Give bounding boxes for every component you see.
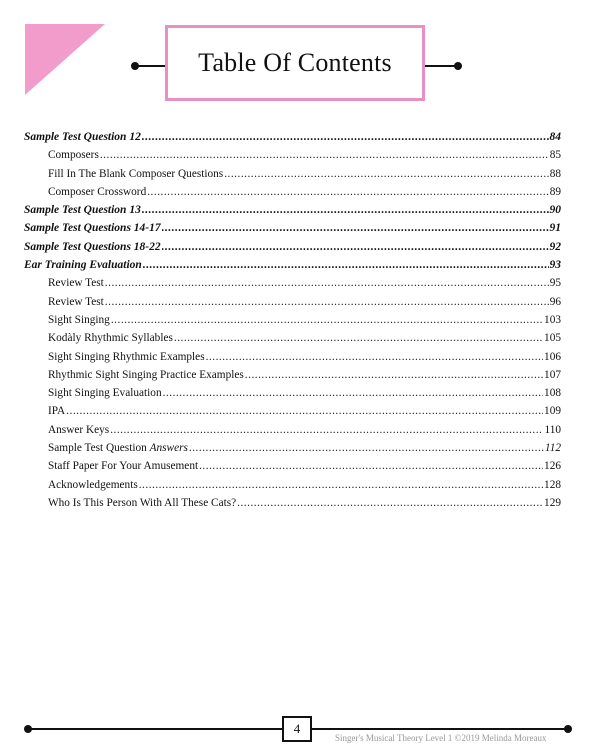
toc-entry-label-text: Sight Singing Evaluation [48, 387, 162, 400]
toc-entry-page: 93 [549, 259, 561, 272]
title-box [165, 25, 425, 101]
dot-leader [237, 494, 543, 512]
toc-entry-page: 95 [549, 277, 561, 290]
toc-entry[interactable] [24, 439, 561, 457]
toc-entry[interactable] [24, 366, 561, 384]
toc-entry-page: 107 [544, 368, 561, 381]
toc-entry-page: 84 [549, 131, 561, 143]
toc-entry-label [24, 128, 141, 146]
toc-entry[interactable] [24, 384, 561, 402]
toc-entry-label [48, 311, 110, 329]
dot-leader [110, 421, 543, 439]
toc-entry-label [48, 183, 146, 201]
toc-entry-label-text: Rhythmic Sight Singing Practice Examples [48, 368, 244, 381]
toc-entry-label [48, 402, 65, 420]
toc-entry-label [48, 457, 198, 475]
dot-leader [66, 402, 543, 420]
toc-entry[interactable] [24, 329, 561, 347]
toc-entry-label [48, 366, 244, 384]
toc-entry-page: 89 [549, 185, 561, 198]
toc-entry-label [24, 238, 161, 256]
title-line-left [135, 65, 165, 67]
toc-entry-label [24, 201, 141, 219]
toc-entry-label [48, 146, 99, 164]
dot-leader [100, 146, 549, 164]
page-title: Table Of Contents [198, 48, 392, 77]
toc-entry-label [24, 256, 142, 274]
dot-leader [199, 457, 543, 475]
toc-entry-label [48, 384, 162, 402]
toc-entry-page: 92 [549, 240, 561, 253]
toc-entry-page: 88 [549, 167, 561, 180]
dot-leader [142, 201, 549, 219]
toc-entry-label-text: Kodàly Rhythmic Syllables [48, 332, 173, 345]
toc-entry-label-text: Sample Test Questions 14-17 [24, 222, 161, 235]
toc-entry[interactable] [24, 457, 561, 475]
toc-entry-page: 128 [544, 478, 561, 491]
dot-leader [105, 293, 549, 311]
dot-leader [224, 165, 549, 183]
toc-entry-page: 103 [544, 313, 561, 326]
toc-entry-label [48, 293, 104, 311]
toc-entry-label-text: Sample Test Question 12 [24, 131, 141, 143]
dot-leader [163, 384, 543, 402]
toc-entry[interactable] [24, 402, 561, 420]
toc-entry-page: 129 [544, 496, 561, 509]
toc-entry[interactable] [24, 311, 561, 329]
toc-entry-page: 85 [549, 149, 561, 162]
page-number: 4 [293, 721, 301, 736]
toc-entry[interactable] [24, 421, 561, 439]
toc-entry-page: 110 [544, 423, 561, 436]
toc-entry-label-text: Answer Keys [48, 423, 110, 436]
page-number-box [282, 716, 312, 742]
toc-entry-label [48, 494, 236, 512]
toc-entry-label [48, 165, 223, 183]
toc-entry-label [48, 329, 173, 347]
dot-leader [245, 366, 543, 384]
toc-entry-page: 91 [549, 222, 561, 235]
dot-leader [143, 256, 549, 274]
toc-entry-label-text: Sight Singing [48, 313, 110, 326]
toc-entry-label [48, 439, 188, 457]
dot-leader [206, 348, 543, 366]
dot-leader [174, 329, 543, 347]
title-line-left-dot [131, 62, 139, 70]
toc-entry-page: 126 [544, 460, 561, 473]
toc-entry-label-text: Staff Paper For Your Amusement [48, 460, 199, 473]
dot-leader [147, 183, 548, 201]
toc-entry[interactable] [24, 238, 561, 256]
toc-entry-label [48, 476, 138, 494]
toc-entry[interactable] [24, 219, 561, 237]
toc-entry-page: 109 [544, 405, 561, 418]
toc-entry-label-italic: Answers [149, 442, 188, 455]
corner-decoration [25, 24, 105, 95]
dot-leader [189, 439, 544, 457]
toc-entry-label-text: IPA [48, 405, 66, 418]
toc-entry[interactable] [24, 165, 561, 183]
dot-leader [111, 311, 543, 329]
toc-entry-label-text: Sample Test Question [48, 442, 150, 455]
toc-entry[interactable] [24, 476, 561, 494]
toc-entry-page: 105 [544, 332, 561, 345]
toc-entry-label-text: Review Test [48, 295, 104, 308]
toc-entry-label [48, 274, 104, 292]
footer-line-right-dot [564, 725, 572, 733]
toc-entry-label-text: Composers [48, 149, 99, 162]
toc-entry[interactable] [24, 256, 561, 274]
toc-entry-label-text: Sample Test Question 13 [24, 204, 141, 217]
toc-entry-label-text: Review Test [48, 277, 104, 290]
toc-entry-page: 106 [544, 350, 561, 363]
toc-entry-label [48, 348, 205, 366]
toc-entry-page: 108 [544, 387, 561, 400]
toc-entry-label-text: Fill In The Blank Composer Questions [48, 167, 224, 180]
toc-entry[interactable] [24, 183, 561, 201]
dot-leader [162, 238, 549, 256]
dot-leader [162, 219, 549, 237]
toc-entry-label-text: Ear Training Evaluation [24, 259, 142, 272]
toc-entry[interactable] [24, 128, 561, 146]
toc-entry-label-text: Sample Test Questions 18-22 [24, 240, 161, 253]
toc-entry-label [48, 421, 109, 439]
toc-entry-label [24, 219, 161, 237]
toc-entry[interactable] [24, 201, 561, 219]
toc-entry-page: 96 [549, 295, 561, 308]
table-of-contents [24, 128, 561, 512]
toc-entry-label-text: Composer Crossword [48, 185, 147, 198]
toc-entry[interactable] [24, 293, 561, 311]
footer-credit: Singer's Musical Theory Level 1 ©2019 Melinda Moreaux [335, 733, 547, 743]
toc-entry-page: 90 [549, 204, 561, 217]
toc-entry[interactable] [24, 348, 561, 366]
toc-entry[interactable] [24, 146, 561, 164]
title-line-right-dot [454, 62, 462, 70]
dot-leader [139, 476, 543, 494]
footer-line-left-dot [24, 725, 32, 733]
toc-entry-label-text: Sight Singing Rhythmic Examples [48, 350, 205, 363]
toc-entry-label-text: Who Is This Person With All These Cats? [48, 496, 237, 509]
dot-leader [142, 128, 549, 146]
toc-entry[interactable] [24, 494, 561, 512]
toc-entry[interactable] [24, 274, 561, 292]
toc-entry-label-text: Acknowledgements [48, 478, 138, 491]
toc-entry-page: 112 [544, 442, 561, 455]
dot-leader [105, 274, 549, 292]
